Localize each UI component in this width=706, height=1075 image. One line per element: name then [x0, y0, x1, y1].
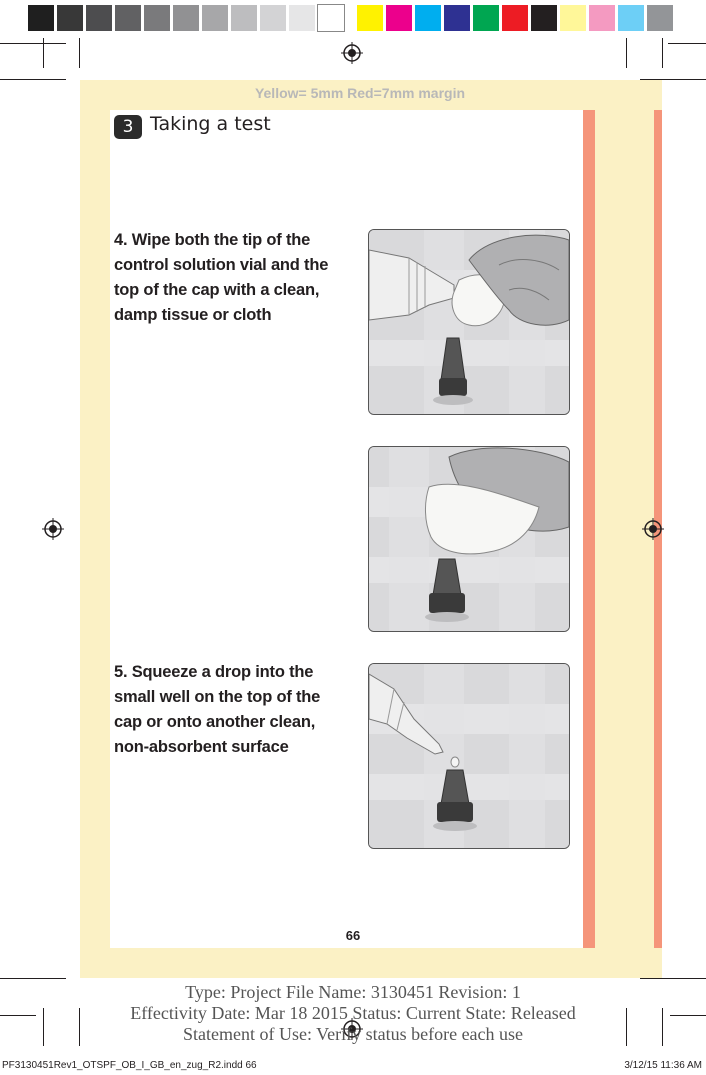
cap-wipe-illustration — [368, 446, 570, 632]
doc-meta-line-2: Effectivity Date: Mar 18 2015 Status: Current State: Released — [130, 1003, 576, 1023]
gray-swatch — [86, 5, 112, 31]
slug-file-name: PF3130451Rev1_OTSPF_OB_I_GB_en_zug_R2.indd 66 — [2, 1060, 257, 1071]
color-swatch — [618, 5, 644, 31]
gray-swatch — [289, 5, 315, 31]
gray-swatch — [144, 5, 170, 31]
gray-swatch — [173, 5, 199, 31]
registration-mark-left-icon — [42, 518, 64, 540]
color-swatch — [357, 5, 383, 31]
gray-swatch — [57, 5, 83, 31]
crop-mark-br-h — [640, 978, 706, 979]
crop-mark-tr2-h — [668, 43, 706, 44]
crop-mark-tl-v — [79, 38, 80, 68]
gray-swatch — [260, 5, 286, 31]
section-number-badge: 3 — [114, 115, 142, 139]
gray-swatch — [28, 5, 54, 31]
color-swatch — [473, 5, 499, 31]
crop-mark-bl-h — [0, 978, 66, 979]
color-swatch — [647, 5, 673, 31]
drop-squeeze-illustration — [368, 663, 570, 849]
color-swatch — [415, 5, 441, 31]
red-margin-inner — [583, 110, 595, 948]
margin-note: Yellow= 5mm Red=7mm margin — [254, 85, 466, 101]
crop-mark-tl2-v — [43, 38, 44, 68]
doc-meta-line-3: Statement of Use: Verify status before each use — [182, 1024, 524, 1044]
page-number: 66 — [345, 928, 361, 943]
gray-swatch — [318, 5, 344, 31]
gray-swatch — [202, 5, 228, 31]
color-swatch — [444, 5, 470, 31]
gray-swatch — [115, 5, 141, 31]
slug-timestamp: 3/12/15 11:36 AM — [624, 1060, 702, 1071]
gray-swatch — [231, 5, 257, 31]
color-swatch — [531, 5, 557, 31]
crop-mark-br2-h — [670, 1015, 706, 1016]
crop-mark-tr-v — [626, 38, 627, 68]
crop-mark-tr2-v — [662, 38, 663, 68]
registration-mark-top-icon — [341, 42, 363, 64]
color-swatch — [386, 5, 412, 31]
crop-mark-tl-h — [0, 79, 66, 80]
color-swatch — [560, 5, 586, 31]
crop-mark-bl2-h — [0, 1015, 36, 1016]
crop-mark-tl2-h — [0, 43, 66, 44]
vial-tip-wipe-illustration — [368, 229, 570, 415]
section-title: Taking a test — [150, 113, 271, 135]
color-swatch — [502, 5, 528, 31]
step-4-text: 4. Wipe both the tip of the control solution vial and the top of the cap with a clean, damp tissue or cloth — [114, 231, 329, 324]
color-swatch — [589, 5, 615, 31]
color-bar — [0, 0, 706, 36]
doc-meta-line-1: Type: Project File Name: 3130451 Revision: 1 — [185, 982, 521, 1002]
registration-mark-right-icon — [642, 518, 664, 540]
step-5-text: 5. Squeeze a drop into the small well on the top of the cap or onto another clean, non-absorbent surface — [114, 663, 321, 756]
